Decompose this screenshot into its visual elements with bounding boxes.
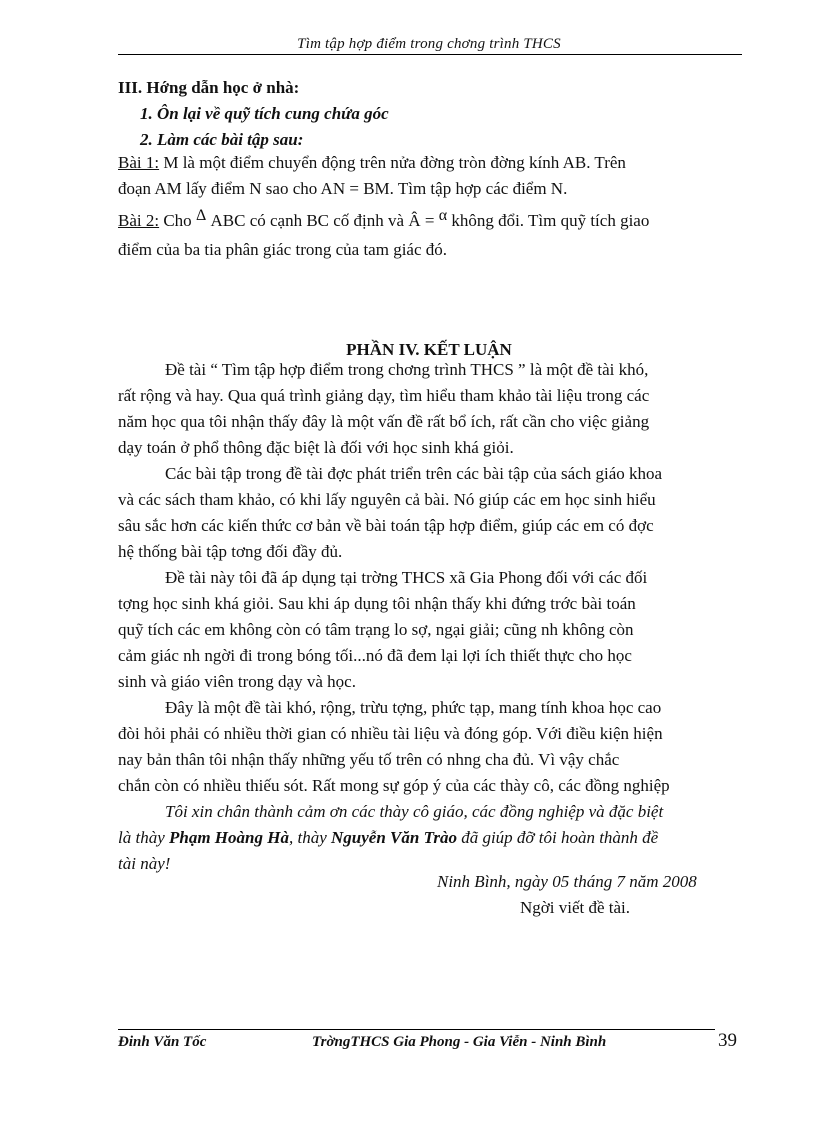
conclusion-line: Đề tài “ Tìm tập hợp điểm trong chơng trình THCS ” là một đề tài khó, <box>165 360 649 379</box>
conclusion-line: Các bài tập trong đề tài đợc phát triển trên các bài tập của sách giáo khoa <box>165 464 663 483</box>
exercise-1-line-2: đoạn AM lấy điểm N sao cho AN = BM. Tìm tập hợp các điểm N. <box>118 179 568 198</box>
exercise-2-text-b: ABC có cạnh BC cố định và Â = <box>206 211 439 230</box>
alpha-symbol: α <box>438 207 448 224</box>
exercise-2-line-1 <box>118 208 649 235</box>
conclusion-line: Đề tài này tôi đã áp dụng tại trờng THCS xã Gia Phong đối với các đối <box>165 568 648 587</box>
page-header: Tìm tập hợp điểm trong chơng trình THCS <box>297 36 561 52</box>
conclusion-line: dạy toán ở phổ thông đặc biệt là đối với học sinh khá giỏi. <box>118 438 514 457</box>
exercise-2-text-c: không đổi. Tìm quỹ tích giao <box>447 211 650 230</box>
header-rule <box>118 54 742 55</box>
footer-author: Đinh Văn Tốc <box>118 1034 207 1050</box>
conclusion-line: sinh và giáo viên trong dạy và học. <box>118 672 356 691</box>
signer: Ngời viết đề tài. <box>520 898 631 917</box>
exercise-1-line-1 <box>118 150 626 176</box>
conclusion-line: sâu sắc hơn các kiến thức cơ bản về bài toán tập hợp điểm, giúp các em có đợc <box>118 516 654 535</box>
conclusion-line: đòi hỏi phải có nhiều thời gian có nhiều tài liệu và đóng góp. Với điều kiện hiện <box>118 724 663 743</box>
conclusion-line: Đây là một đề tài khó, rộng, trừu tợng, phức tạp, mang tính khoa học cao <box>165 698 662 717</box>
homework-item-1: 1. Ôn lại về quỹ tích cung chứa góc <box>140 104 389 123</box>
conclusion-line: năm học qua tôi nhận thấy đây là một vấn đề rất bổ ích, rất cần cho việc giảng <box>118 412 650 431</box>
conclusion-line: hệ thống bài tập tơng đối đầy đủ. <box>118 542 343 561</box>
conclusion-line: tợng học sinh khá giỏi. Sau khi áp dụng tôi nhận thấy khi đứng trớc bài toán <box>118 594 636 613</box>
thanks-text: đã giúp đỡ tôi hoàn thành đề <box>456 828 659 847</box>
conclusion-line: và các sách tham khảo, có khi lấy nguyên cả bài. Nó giúp các em học sinh hiểu <box>118 490 656 509</box>
thanks-text: , thày <box>288 828 331 847</box>
exercise-2-label: Bài 2: <box>118 211 160 230</box>
conclusion-line: cảm giác nh ngời đi trong bóng tối...nó đã đem lại lợi ích thiết thực cho học <box>118 646 632 665</box>
exercise-1-label: Bài 1: <box>118 153 160 172</box>
conclusion-line: rất rộng và hay. Qua quá trình giảng dạy, tìm hiểu tham khảo tài liệu trong các <box>118 386 650 405</box>
person-name: Nguyễn Văn Trào <box>331 828 457 847</box>
conclusion-line: quỹ tích các em không còn có tâm trạng lo sợ, ngại giải; cũng nh không còn <box>118 620 634 639</box>
homework-heading: III. Hớng dẫn học ở nhà: <box>118 78 300 97</box>
exercise-2-line-2: điểm của ba tia phân giác trong của tam giác đó. <box>118 240 448 259</box>
section-title: PHẦN IV. KẾT LUẬN <box>346 340 512 359</box>
page-number: 39 <box>718 1030 737 1051</box>
homework-item-2: 2. Làm các bài tập sau: <box>140 130 304 149</box>
triangle-symbol: Δ <box>195 207 207 224</box>
place-date: Ninh Bình, ngày 05 tháng 7 năm 2008 <box>437 872 697 891</box>
thanks-line-3: tài này! <box>118 854 171 873</box>
footer-rule <box>118 1029 715 1030</box>
footer-school: TrờngTHCS Gia Phong - Gia Viễn - Ninh Bình <box>312 1034 607 1050</box>
conclusion-line: chắn còn có nhiều thiếu sót. Rất mong sự góp ý của các thày cô, các đồng nghiệp <box>118 776 670 795</box>
thanks-line-1: Tôi xin chân thành cảm ơn các thày cô giáo, các đồng nghiệp và đặc biệt <box>165 802 664 821</box>
conclusion-line: nay bản thân tôi nhận thấy những yếu tố trên có nhng cha đủ. Vì vậy chắc <box>118 750 620 769</box>
thanks-line-2 <box>118 825 658 851</box>
exercise-1-text: M là một điểm chuyển động trên nửa đờng tròn đờng kính AB. Trên <box>159 153 626 172</box>
thanks-text: là thày <box>118 828 169 847</box>
exercise-2-text-a: Cho <box>159 211 196 230</box>
person-name: Phạm Hoàng Hà <box>169 828 289 847</box>
